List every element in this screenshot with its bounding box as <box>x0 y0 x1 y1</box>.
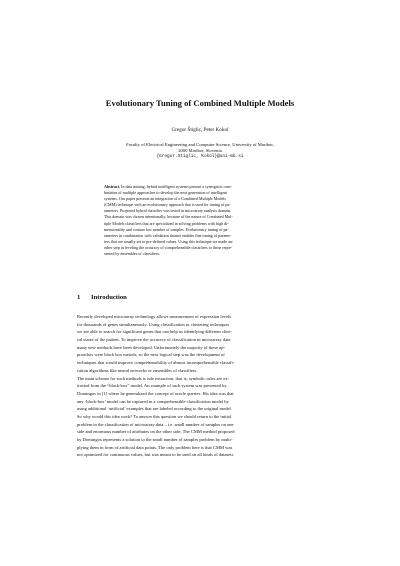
affiliation-line: 2000 Maribor, Slovenia <box>178 148 222 154</box>
paper-authors: Gregor Štiglic, Peter Kokol <box>171 127 229 133</box>
abstract-line: systems. Our paper presents an integration of a Combined Multiple Models <box>104 196 226 202</box>
abstract-line: bination of multiple approaches to develop the next generation of intelligent <box>104 190 228 196</box>
body-line: Domingos in [1] where he generalized the concept of oracle queries. His idea was that <box>77 390 234 396</box>
body-line: for thousands of genes simultaneously. Using classification or clustering techniques <box>77 321 230 327</box>
author-email: {Gregor.Stiglic, Kokol}@uni-mb.si <box>156 154 244 160</box>
body-line: not optimized for continuous values, but was meant to be used on all kinds of datasets <box>77 452 234 458</box>
body-line: The main scheme for such methods is rule extraction, that is, symbolic rules are ex- <box>77 375 230 381</box>
body-line: by Domingos represents a solution to the small number of samples problem by multi- <box>77 437 233 442</box>
abstract-text: In data mining, hybrid intelligent systems present a synergistic com- <box>121 184 232 189</box>
body-line: Recently developed microarray technology allows measurement of expression levels <box>77 314 232 319</box>
abstract-line: mensionality and contain low number of samples. Evolutionary tuning of pa- <box>104 226 229 232</box>
section-number: 1 <box>77 294 81 301</box>
abstract-line: ters that are usually set to pre-defined values. Using this technique we made an- <box>104 238 234 244</box>
section-body <box>77 313 325 459</box>
body-line: cation algorithms like neural networks or ensembles of classifiers. <box>77 367 198 373</box>
paper-title: Evolutionary Tuning of Combined Multiple Models <box>105 98 295 108</box>
body-line: tracted from the “black-box” model. An example of such system was presented by <box>77 383 227 389</box>
body-line: So why would this idea work? To answer this question we should return to the initial <box>77 413 232 419</box>
abstract-line: rameters. Proposed hybrid classifier was tested in microarray analysis domain. <box>104 208 232 214</box>
body-line: techniques that would improve comprehensibility of almost incomprehensible classifi- <box>77 360 235 366</box>
body-line: many new methods have been developed. Unfortunately the majority of these ap- <box>77 344 225 350</box>
body-line: side and enormous number of attributes on the other side. The CMM method proposed <box>77 429 235 435</box>
body-line: we are able to search for significant genes that can help us identifying different clini- <box>77 329 232 335</box>
affiliation-line: Faculty of Electrical Engineering and Computer Science, University of Maribor, <box>126 142 274 147</box>
abstract <box>104 184 298 257</box>
section-heading <box>77 294 327 302</box>
abstract-line: rameters in combination with validation dataset enables fine tuning of parame- <box>104 232 232 238</box>
abstract-label: Abstract. <box>104 184 121 189</box>
body-line: using additional ‘artificial’ examples that are labeled according to the original model. <box>77 406 232 412</box>
body-line: cal states of the patient. To improve the accuracy of classification in microarray data <box>77 337 231 343</box>
abstract-line: (CMM) technique with an evolutionary approach that is used for tuning of pa- <box>104 202 231 208</box>
body-line: proaches were black box metods, so the next logical step was the development of <box>77 352 225 358</box>
body-line: plying them in form of artificial data points. The only problem here is that CMM was <box>77 444 233 450</box>
author-affiliation <box>70 142 330 161</box>
abstract-line: other step in leveling the accuracy of comprehensible classifiers to those repre- <box>104 244 232 250</box>
abstract-line: sented by ensembles of classifiers. <box>104 251 160 257</box>
abstract-line: This domain was chosen intentionally, because of the nature of Combined Mul- <box>104 214 233 220</box>
abstract-line: tiple Models classifiers that are specialized in solving problems with high di- <box>104 220 229 226</box>
body-line: any ‘black-box’ model can be captured in a comprehensible classification model by <box>77 398 229 404</box>
body-line: problem in the classification of microarray data – i.e. small number of samples on one <box>77 421 234 427</box>
section-title: Introduction <box>91 294 127 301</box>
